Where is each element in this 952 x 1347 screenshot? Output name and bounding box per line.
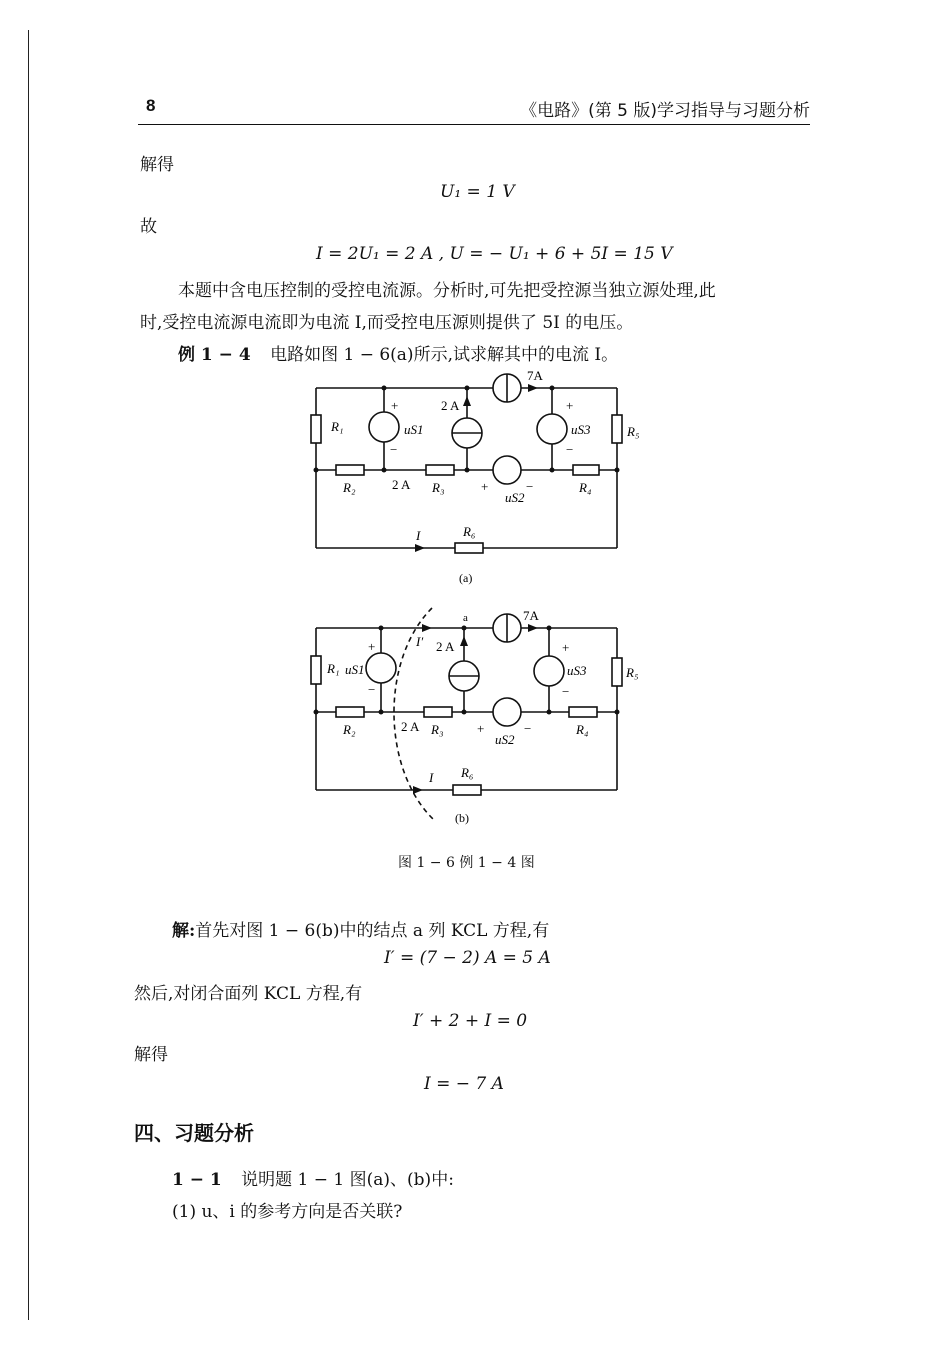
label-us2-plus: + <box>481 479 489 494</box>
label-source-2a: 2 A <box>441 398 460 413</box>
circuit-figure-a <box>0 0 952 600</box>
label-us1: uS1 <box>404 422 424 437</box>
paragraph-line-2: 时,受控电流源电流即为电流 I,而受控电压源则提供了 5I 的电压。 <box>140 313 634 333</box>
label-r5: R₅ <box>627 424 640 439</box>
label-current-i-b: I <box>429 770 434 785</box>
paragraph-line-1: 本题中含电压控制的受控电流源。分析时,可先把受控源当独立源处理,此 <box>178 281 716 301</box>
label-r4: R₄ <box>579 480 592 495</box>
figure-caption: 图 1 − 6 例 1 − 4 图 <box>398 855 535 871</box>
label-us1-b: uS1 <box>345 662 365 677</box>
solution-text: 首先对图 1 − 6(b)中的结点 a 列 KCL 方程,有 <box>195 921 550 941</box>
label-r1: R₁ <box>331 419 344 434</box>
equation-u1: U₁ = 1 V <box>440 182 515 202</box>
equation-kcl: I′ + 2 + I = 0 <box>413 1011 528 1031</box>
equation-iprime: I′ = (7 − 2) A = 5 A <box>384 948 551 968</box>
problem-label: 1 − 1 <box>172 1170 222 1190</box>
label-r5-b: R₅ <box>626 665 639 680</box>
subfigure-label-b: (b) <box>455 811 469 825</box>
label-us1-minus-b: − <box>368 682 376 697</box>
label-r3: R₃ <box>432 480 445 495</box>
example-label: 例 1 − 4 <box>178 345 251 365</box>
page-number: 8 <box>146 96 156 115</box>
label-r3-b: R₃ <box>431 722 444 737</box>
label-branch-2a-b: 2 A <box>401 719 420 734</box>
label-r6: R₆ <box>463 524 476 539</box>
label-us3-minus: − <box>566 442 574 457</box>
label-us1-plus-b: + <box>368 639 376 654</box>
problem-sub-1: (1) u、i 的参考方向是否关联? <box>172 1202 403 1222</box>
equation-i-u: I = 2U₁ = 2 A , U = − U₁ + 6 + 5I = 15 V <box>316 244 673 264</box>
label-us2: uS2 <box>505 490 525 505</box>
label-us3-plus: + <box>566 398 574 413</box>
running-title: 《电路》(第 5 版)学习指导与习题分析 <box>520 101 810 121</box>
label-us1-minus: − <box>390 442 398 457</box>
label-us1-plus: + <box>391 398 399 413</box>
label-us2-b: uS2 <box>495 732 515 747</box>
label-branch-2a: 2 A <box>392 477 411 492</box>
label-r2: R₂ <box>343 480 356 495</box>
equation-i: I = − 7 A <box>424 1074 504 1094</box>
label-us3-minus-b: − <box>562 684 570 699</box>
label-r4-b: R₄ <box>576 722 589 737</box>
problem-text: 说明题 1 − 1 图(a)、(b)中: <box>241 1170 454 1190</box>
label-current-iprime: I′ <box>416 634 424 649</box>
subfigure-label-a: (a) <box>459 571 473 585</box>
label-r2-b: R₂ <box>343 722 356 737</box>
label-us2-minus-b: − <box>524 721 532 736</box>
label-node-a: a <box>463 612 468 624</box>
example-text: 电路如图 1 − 6(a)所示,试求解其中的电流 I。 <box>270 345 619 365</box>
label-us3: uS3 <box>571 422 591 437</box>
label-us2-minus: − <box>526 479 534 494</box>
solution-label: 解: <box>172 921 196 941</box>
solve-label-1: 解得 <box>140 155 174 175</box>
label-us2-plus-b: + <box>477 721 485 736</box>
label-source-7a-b: 7A <box>523 608 539 623</box>
then-text: 然后,对闭合面列 KCL 方程,有 <box>134 984 363 1004</box>
label-us3-plus-b: + <box>562 640 570 655</box>
therefore-label: 故 <box>140 217 157 237</box>
label-source-2a-b: 2 A <box>436 639 455 654</box>
label-source-7a: 7A <box>527 368 543 383</box>
label-r6-b: R₆ <box>461 765 474 780</box>
label-current-i: I <box>416 528 421 543</box>
label-us3-b: uS3 <box>567 663 587 678</box>
solve-label-2: 解得 <box>134 1045 168 1065</box>
section-heading: 四、习题分析 <box>134 1121 254 1145</box>
label-r1-b: R₁ <box>327 661 340 676</box>
circuit-figure-b <box>0 590 952 890</box>
